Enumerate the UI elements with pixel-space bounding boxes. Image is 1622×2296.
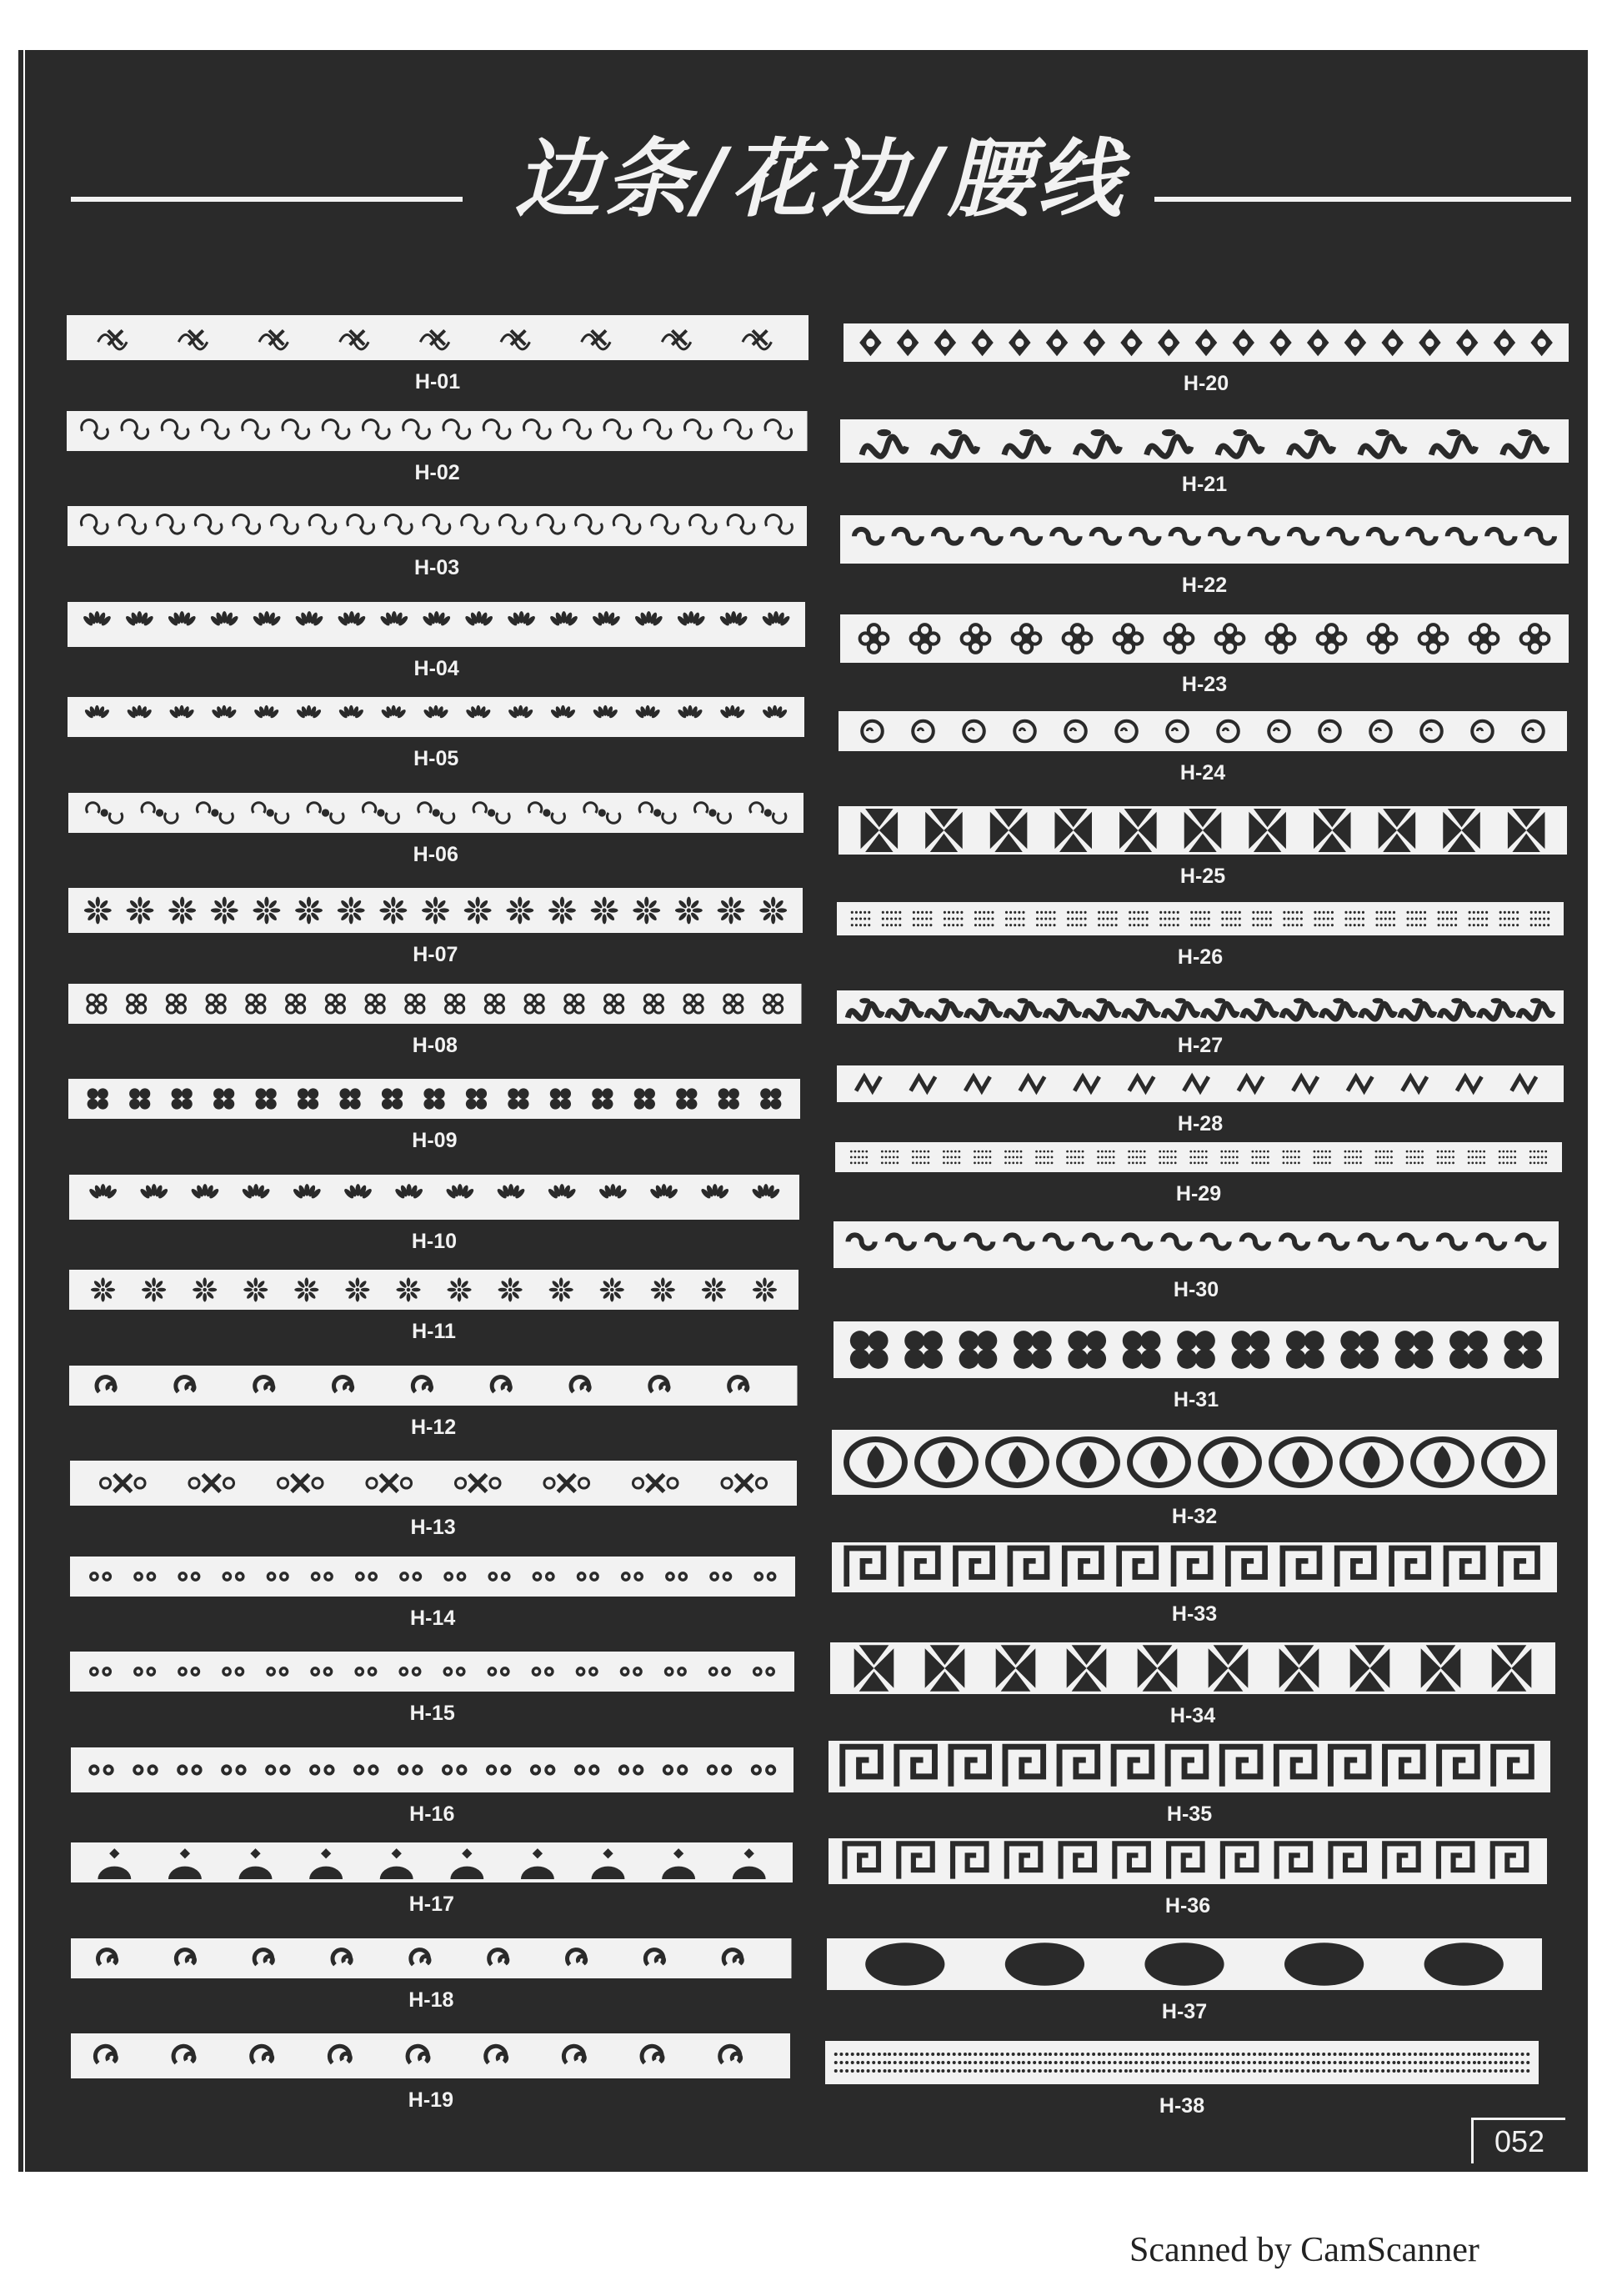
strip-pattern [68, 1079, 800, 1119]
scan-credit: Scanned by CamScanner [1129, 2231, 1479, 2269]
border-strip-h-33 [832, 1542, 1557, 1592]
pattern-code-label: H-06 [413, 842, 458, 866]
border-strip-h-32 [832, 1430, 1557, 1495]
border-strip-h-09 [68, 1079, 800, 1119]
pattern-code-label: H-35 [1166, 1802, 1213, 1826]
pattern-code-label: H-19 [408, 2088, 453, 2112]
strip-pattern [829, 1741, 1550, 1792]
border-strip-h-08 [68, 984, 802, 1024]
strip-pattern [68, 506, 807, 546]
border-strip-h-11 [69, 1270, 798, 1310]
pattern-code-label: H-28 [1177, 1112, 1224, 1135]
strip-pattern [829, 1838, 1547, 1884]
strip-pattern [834, 1221, 1559, 1268]
page-number: 052 [1471, 2118, 1565, 2163]
page-title: 边条/花边/腰线 [514, 130, 1128, 229]
border-strip-h-36 [829, 1838, 1547, 1884]
strip-pattern [827, 1938, 1542, 1990]
border-strip-h-21 [840, 419, 1569, 463]
border-strip-h-12 [69, 1366, 798, 1406]
border-strip-h-26 [837, 902, 1564, 935]
pattern-code-label: H-18 [408, 1988, 454, 2012]
strip-pattern [844, 323, 1569, 362]
strip-pattern [67, 315, 808, 360]
pattern-code-label: H-20 [1183, 372, 1229, 395]
border-strip-h-38 [825, 2041, 1539, 2084]
strip-pattern [840, 515, 1569, 564]
border-strip-h-01 [67, 315, 808, 360]
border-strip-h-35 [829, 1741, 1550, 1792]
strip-pattern [69, 1270, 798, 1310]
border-strip-h-16 [71, 1747, 794, 1792]
strip-pattern [71, 1842, 793, 1882]
border-strip-h-17 [71, 1842, 793, 1882]
strip-pattern [69, 1175, 800, 1220]
border-strip-h-23 [840, 614, 1569, 663]
border-strip-h-13 [70, 1461, 797, 1506]
strip-pattern [832, 1430, 1557, 1495]
strip-pattern [68, 602, 806, 647]
strip-pattern [68, 888, 803, 933]
strip-pattern [830, 1642, 1555, 1694]
strip-pattern [837, 902, 1564, 935]
pattern-code-label: H-12 [410, 1415, 457, 1439]
border-strip-h-27 [837, 990, 1564, 1024]
strip-pattern [71, 1938, 792, 1978]
border-strip-h-03 [68, 506, 807, 546]
border-strip-h-24 [839, 711, 1567, 751]
pattern-code-label: H-16 [409, 1802, 455, 1826]
pattern-code-label: H-22 [1181, 574, 1228, 597]
pattern-code-label: H-25 [1179, 865, 1226, 888]
strip-pattern [68, 697, 804, 737]
strip-pattern [70, 1557, 796, 1597]
border-strip-h-37 [827, 1938, 1542, 1990]
pattern-code-label: H-33 [1171, 1602, 1218, 1626]
pattern-code-label: H-23 [1181, 673, 1228, 696]
pattern-code-label: H-07 [413, 943, 458, 966]
border-strip-h-02 [67, 411, 808, 451]
pattern-code-label: H-32 [1171, 1505, 1218, 1528]
pattern-code-label: H-04 [413, 656, 459, 680]
border-strip-h-10 [69, 1175, 800, 1220]
border-strip-h-04 [68, 602, 806, 647]
border-strip-h-20 [844, 323, 1569, 362]
strip-pattern [837, 1065, 1564, 1102]
strip-pattern [69, 1366, 798, 1406]
pattern-code-label: H-21 [1181, 473, 1228, 496]
border-strip-h-06 [68, 793, 804, 833]
strip-pattern [71, 1747, 794, 1792]
strip-pattern [68, 984, 802, 1024]
border-strip-h-34 [830, 1642, 1555, 1694]
pattern-code-label: H-13 [410, 1516, 456, 1539]
pattern-code-label: H-27 [1177, 1034, 1224, 1057]
pattern-code-label: H-36 [1164, 1894, 1211, 1918]
pattern-code-label: H-15 [409, 1702, 455, 1725]
strip-pattern [832, 1542, 1557, 1592]
strip-pattern [70, 1461, 797, 1506]
strip-pattern [67, 411, 808, 451]
strip-pattern [825, 2041, 1539, 2084]
strip-pattern [840, 419, 1569, 463]
strip-pattern [834, 1321, 1559, 1378]
strip-pattern [70, 1652, 794, 1692]
title-rule-left [71, 197, 463, 202]
pattern-code-label: H-08 [412, 1033, 458, 1057]
pattern-code-label: H-10 [411, 1229, 458, 1253]
strip-pattern [840, 614, 1569, 663]
border-strip-h-22 [840, 515, 1569, 564]
border-strip-h-28 [837, 1065, 1564, 1102]
pattern-code-label: H-31 [1173, 1388, 1219, 1411]
strip-pattern [839, 711, 1567, 751]
strip-pattern [68, 793, 804, 833]
pattern-code-label: H-34 [1169, 1704, 1216, 1727]
border-strip-h-15 [70, 1652, 794, 1692]
pattern-code-label: H-29 [1175, 1182, 1222, 1206]
border-strip-h-18 [71, 1938, 792, 1978]
page-edge [18, 50, 23, 2172]
pattern-code-label: H-02 [414, 460, 460, 484]
strip-pattern [837, 990, 1564, 1024]
pattern-code-label: H-26 [1177, 945, 1224, 969]
border-strip-h-07 [68, 888, 803, 933]
pattern-code-label: H-01 [414, 370, 461, 394]
border-strip-h-19 [71, 2033, 790, 2078]
border-strip-h-05 [68, 697, 804, 737]
pattern-code-label: H-09 [412, 1129, 458, 1152]
pattern-code-label: H-30 [1173, 1278, 1219, 1301]
pattern-code-label: H-24 [1179, 761, 1226, 785]
pattern-code-label: H-14 [410, 1606, 456, 1630]
pattern-code-label: H-38 [1159, 2094, 1205, 2118]
pattern-code-label: H-05 [413, 747, 459, 770]
border-strip-h-25 [839, 806, 1567, 855]
border-strip-h-29 [835, 1142, 1562, 1172]
border-strip-h-31 [834, 1321, 1559, 1378]
title-rule-right [1154, 197, 1571, 202]
strip-pattern [839, 806, 1567, 855]
pattern-code-label: H-03 [414, 556, 460, 579]
pattern-code-label: H-11 [412, 1320, 456, 1343]
border-strip-h-30 [834, 1221, 1559, 1268]
strip-pattern [71, 2033, 790, 2078]
pattern-code-label: H-17 [408, 1892, 454, 1916]
border-strip-h-14 [70, 1557, 796, 1597]
pattern-code-label: H-37 [1161, 2000, 1208, 2023]
strip-pattern [835, 1142, 1562, 1172]
